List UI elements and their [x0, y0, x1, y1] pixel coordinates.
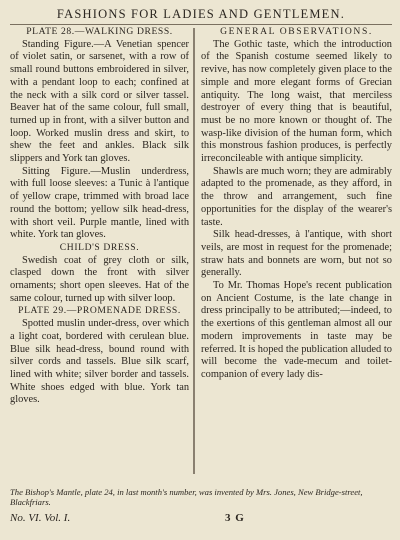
- plate28-heading: PLATE 28.—WALKING DRESS.: [26, 26, 173, 37]
- child-dress-heading: CHILD'S DRESS.: [59, 241, 140, 253]
- observations-heading: GENERAL OBSERVATIONS.: [220, 26, 373, 37]
- promenade-dress-text: Spotted muslin under-dress, over which a light coat, bordered with cerulean blue. Blue silk head-dress, bound round with silver cords and tassels. Blue silk scarf, lined with white; silver border and tassels. White shoes edged with blue. York tan gloves.: [10, 318, 190, 406]
- observations-paragraph-1: The Gothic taste, which the introduction of the Spanish costume seemed likely to revive, has now completely given place to the simple and more elegant forms of Grecian antiquity. The long waist, that merciless destroyer of every thing that is beautiful, must be no more known or thought of. The wasp-like division of the human form, which this monstrous fashion produces, is perfectly irreconcileable with antique simplicity.: [201, 38, 392, 165]
- observations-paragraph-4: To Mr. Thomas Hope's recent publication on Ancient Costume, is the late change in dress principally to be attributed;—indeed, to the exertions of this gentleman almost all our modern improvements in taste may be referred. It is hoped the publication alluded to will become the vade-mecum and toilet-companion of every lady dis-: [201, 280, 392, 380]
- header-rule: [10, 24, 392, 25]
- observations-paragraph-2: Shawls are much worn; they are admirably adapted to the promenade, as they afford, in the throw and arrangement, such fine opportunities for the display of the wearer's taste.: [201, 165, 392, 228]
- page-header: FASHIONS FOR LADIES AND GENTLEMEN.: [56, 7, 346, 21]
- plate29-heading: PLATE 29.—PROMENADE DRESS.: [18, 305, 181, 317]
- signature-mark: 3 G: [225, 512, 245, 524]
- sitting-figure-text: Sitting Figure.—Muslin underdress, with full loose sleeves: a Tunic à l'antique of yellow crape, trimmed with broad lace round the bottom; yellow silk head-dress, with short veil. Purple mantle, lined with white. York tan gloves.: [10, 165, 190, 241]
- observations-paragraph-3: Silk head-dresses, à l'antique, with short veils, are most in request for the promenade; straw hats and bonnets are worn, but not so generally.: [201, 229, 392, 279]
- left-column: [10, 26, 193, 474]
- page-footer: [10, 512, 385, 526]
- columns: [10, 26, 392, 474]
- issue-label: No. VI. Vol. I.: [10, 512, 71, 524]
- standing-figure-text: Standing Figure.—A Venetian spencer of violet satin, or sarsenet, with a row of small round buttons embroidered in silver, with a pendant loop to each; confined at the neck with a silk cord or silver tassel. Beaver hat of the same colour, full small, turned up in front, with a silver button and loop. Worked muslin dress and skirt, to shew the feet and ankles. Black silk slippers and York tan gloves.: [10, 38, 190, 165]
- child-dress-text: Swedish coat of grey cloth or silk, clasped down the front with silver ornaments; short open sleeves. Hat of the same colour, turned up with silver loop.: [10, 254, 190, 304]
- footnote: The Bishop's Mantle, plate 24, in last month's number, was invented by Mrs. Jones, New Bridge-street, Blackfriars.: [10, 487, 363, 507]
- right-column: [195, 26, 392, 474]
